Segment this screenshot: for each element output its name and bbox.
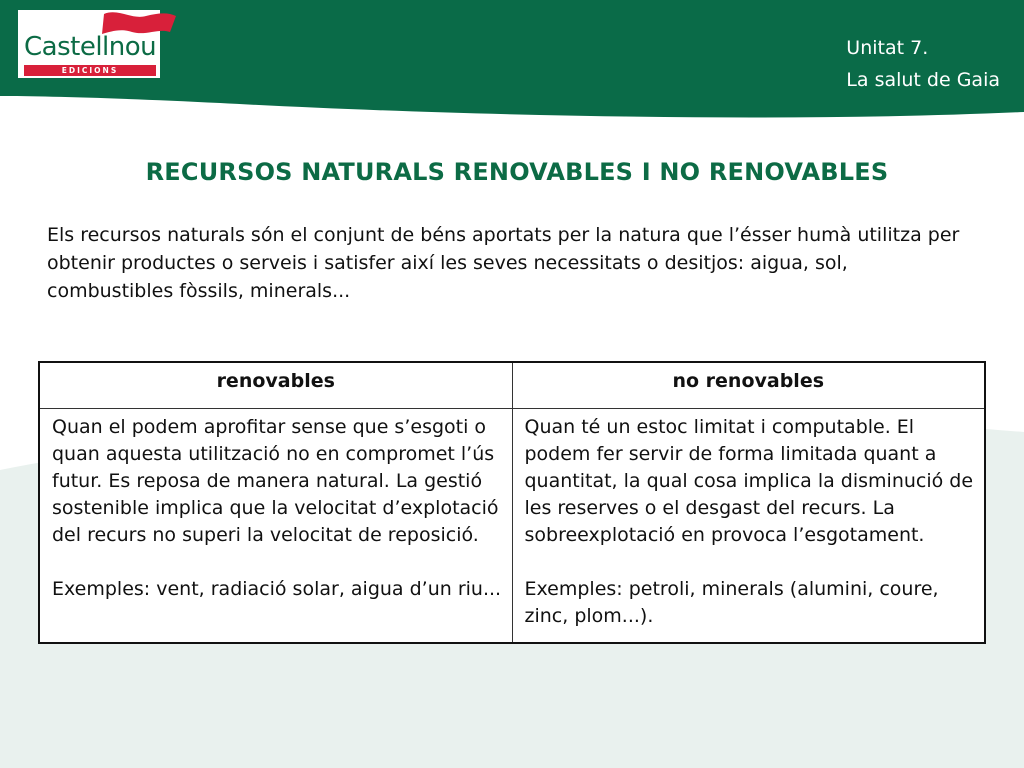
unit-heading [846, 32, 1000, 96]
nonrenewable-description: Quan té un estoc limitat i computable. El podem fer servir de forma limitada quant a quantitat, la qual cosa implica la disminució de les reserves o el desgast del recurs. La sobreexplotació en provoca l’esgotament. [524, 416, 974, 546]
intro-paragraph: Els recursos naturals són el conjunt de béns aportats per la natura que l’ésser humà utilitza per obtenir productes o serveis i satisfer així les seves necessitats o desitjos: aigua, sol, combustibles fòssils, minerals... [47, 224, 960, 302]
logo-brand-text: Castellnou [24, 32, 157, 62]
logo-subtitle: EDICIONS [24, 65, 156, 76]
nonrenewable-examples: Exemples: petroli, minerals (alumini, coure, zinc, plom...). [524, 578, 939, 627]
cell-nonrenewable [512, 409, 985, 644]
unit-number: Unitat 7. [846, 37, 929, 59]
header-renewable: renovables [39, 362, 512, 409]
page-title: RECURSOS NATURALS RENOVABLES I NO RENOVABLES [145, 158, 889, 186]
table-header-row [39, 362, 985, 409]
comparison-table [38, 361, 986, 644]
unit-subject: La salut de Gaia [846, 69, 1000, 91]
renewable-description: Quan el podem aprofitar sense que s’esgoti o quan aquesta utilització no en compromet l’ús futur. Es reposa de manera natural. La gestió sostenible implica que la velocitat d’explotació del recurs no superi la velocitat de reposició. [52, 416, 499, 546]
table-row [39, 409, 985, 644]
renewable-examples: Exemples: vent, radiació solar, aigua d’un riu... [52, 578, 502, 600]
castellnou-logo [18, 10, 160, 78]
header-nonrenewable: no renovables [512, 362, 985, 409]
cell-renewable [39, 409, 512, 644]
